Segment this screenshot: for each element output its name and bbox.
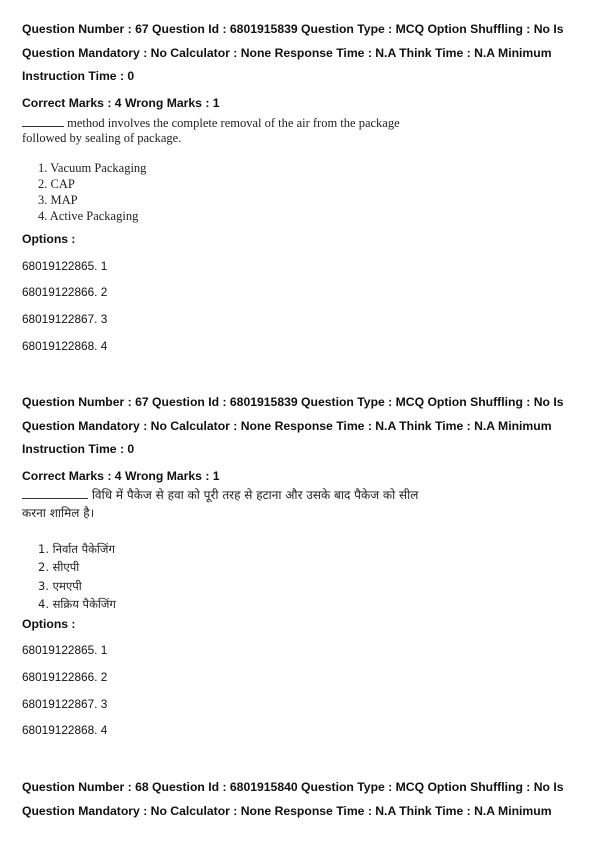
option-item: 68019122866. 2 <box>22 285 108 299</box>
option-item: 68019122867. 3 <box>22 697 108 711</box>
choice-list <box>38 160 146 224</box>
marks-line: Correct Marks : 4 Wrong Marks : 1 <box>22 96 220 110</box>
meta-line: Instruction Time : 0 <box>22 442 135 456</box>
meta-line: Question Number : 68 Question Id : 6801915840 Question Type : MCQ Option Shuffling : No Is <box>22 780 564 794</box>
meta-line: Question Number : 67 Question Id : 6801915839 Question Type : MCQ Option Shuffling : No Is <box>22 22 564 36</box>
question-meta <box>22 391 582 462</box>
choice-item: 2. CAP <box>38 177 75 191</box>
question-stem <box>22 115 482 146</box>
question-meta <box>22 18 582 89</box>
stem-line: विधि में पैकेज से हवा को पूरी तरह से हटाना और उसके बाद पैकेज को सील <box>91 488 419 502</box>
stem-line: करना शामिल है। <box>22 506 95 520</box>
option-item: 68019122868. 4 <box>22 723 108 737</box>
choice-item: 2. सीएपी <box>38 560 80 575</box>
question-meta <box>22 776 582 823</box>
meta-line: Question Number : 67 Question Id : 6801915839 Question Type : MCQ Option Shuffling : No Is <box>22 395 564 409</box>
choice-item: 4. Active Packaging <box>38 209 139 223</box>
option-item: 68019122866. 2 <box>22 670 108 684</box>
option-item: 68019122867. 3 <box>22 312 108 326</box>
marks-line: Correct Marks : 4 Wrong Marks : 1 <box>22 469 220 483</box>
option-item: 68019122865. 1 <box>22 259 108 273</box>
stem-line: followed by sealing of package. <box>22 131 182 145</box>
option-item: 68019122868. 4 <box>22 339 108 353</box>
meta-line: Instruction Time : 0 <box>22 69 135 83</box>
choice-item: 3. MAP <box>38 193 78 207</box>
meta-line: Question Mandatory : No Calculator : None Response Time : N.A Think Time : N.A Minimum <box>22 418 552 433</box>
choice-item: 1. Vacuum Packaging <box>38 161 147 175</box>
choice-list <box>38 540 116 613</box>
choice-item: 3. एमएपी <box>38 578 82 593</box>
choice-item: 1. निर्वात पैकेजिंग <box>38 542 115 556</box>
option-item: 68019122865. 1 <box>22 643 108 657</box>
meta-line: Question Mandatory : No Calculator : None Response Time : N.A Think Time : N.A Minimum <box>22 803 552 818</box>
options-label: Options : <box>22 232 76 246</box>
answer-blank <box>22 115 64 127</box>
options-label: Options : <box>22 617 76 631</box>
answer-blank <box>22 487 88 499</box>
choice-item: 4. सक्रिय पैकेजिंग <box>38 596 116 611</box>
stem-line: method involves the complete removal of the air from the package <box>67 116 400 130</box>
meta-line: Question Mandatory : No Calculator : None Response Time : N.A Think Time : N.A Minimum <box>22 45 552 60</box>
question-stem <box>22 486 482 522</box>
